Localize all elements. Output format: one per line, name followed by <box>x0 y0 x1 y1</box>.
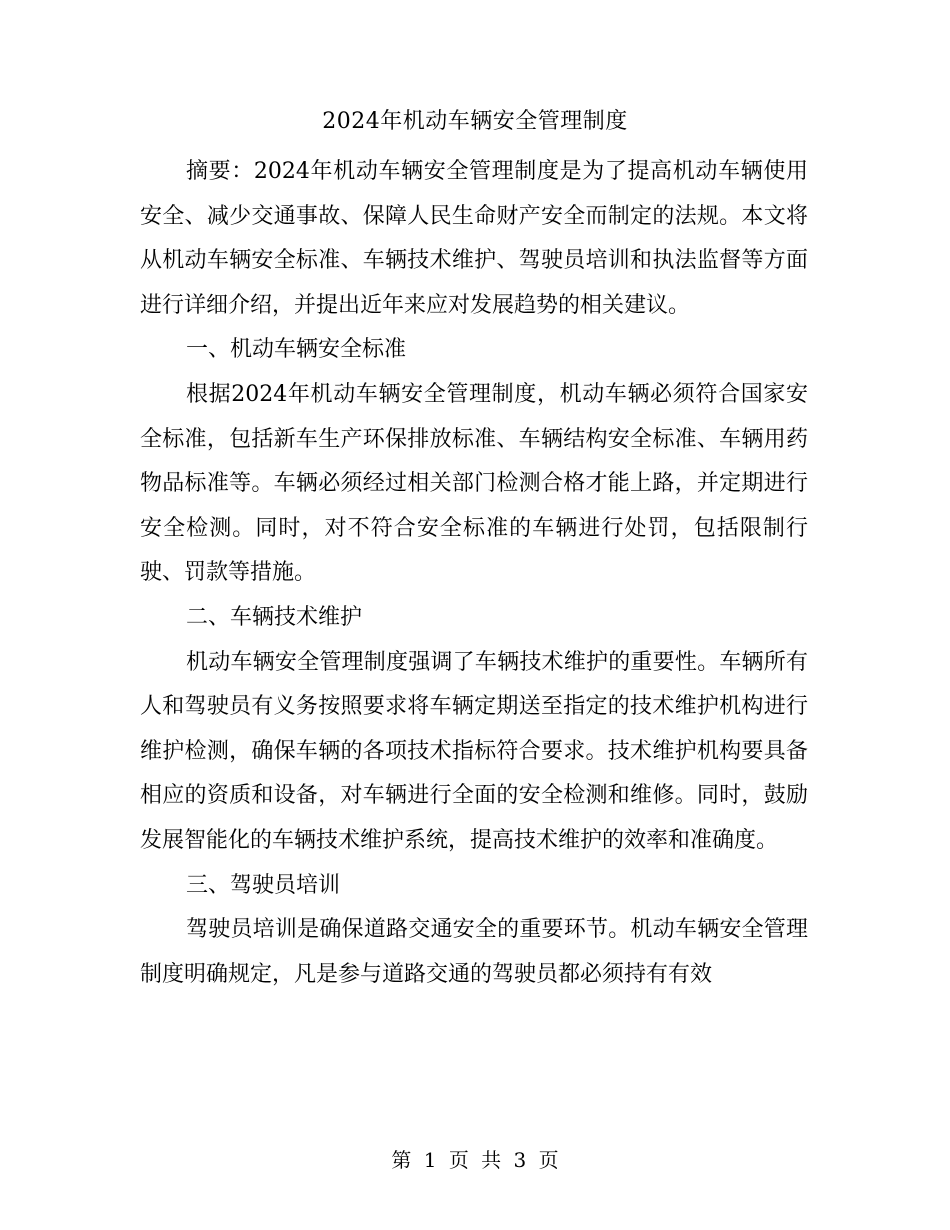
section-heading-2: 二、车辆技术维护 <box>186 604 363 630</box>
abstract-paragraph: 摘要：2024年机动车辆安全管理制度是为了提高机动车辆使用安全、减少交通事故、保障人民生命财产安全而制定的法规。本文将从机动车辆安全标准、车辆技术维护、驾驶员培训和执法监督等方面进行详细介绍，并提出近年来应对发展趋势的相关建议。 <box>140 159 808 318</box>
section-2-paragraph: 机动车辆安全管理制度强调了车辆技术维护的重要性。车辆所有人和驾驶员有义务按照要求将车辆定期送至指定的技术维护机构进行维护检测，确保车辆的各项技术指标符合要求。技术维护机构要具备相应的资质和设备，对车辆进行全面的安全检测和维修。同时，鼓励发展智能化的车辆技术维护系统，提高技术维护的效率和准确度。 <box>140 649 808 853</box>
document-title: 2024年机动车辆安全管理制度 <box>322 109 628 134</box>
section-1-paragraph: 根据2024年机动车辆安全管理制度，机动车辆必须符合国家安全标准，包括新车生产环保排放标准、车辆结构安全标准、车辆用药物品标准等。车辆必须经过相关部门检测合格才能上路，并定期进行安全检测。同时，对不符合安全标准的车辆进行处罚，包括限制行驶、罚款等措施。 <box>140 381 808 586</box>
section-3-paragraph: 驾驶员培训是确保道路交通安全的重要环节。机动车辆安全管理制度明确规定，凡是参与道路交通的驾驶员都必须持有有效 <box>140 917 808 987</box>
section-heading-1: 一、机动车辆安全标准 <box>186 337 407 363</box>
document-body <box>140 150 808 997</box>
section-heading-3: 三、驾驶员培训 <box>186 872 341 898</box>
page-footer: 第 1 页 共 3 页 <box>391 1148 559 1172</box>
